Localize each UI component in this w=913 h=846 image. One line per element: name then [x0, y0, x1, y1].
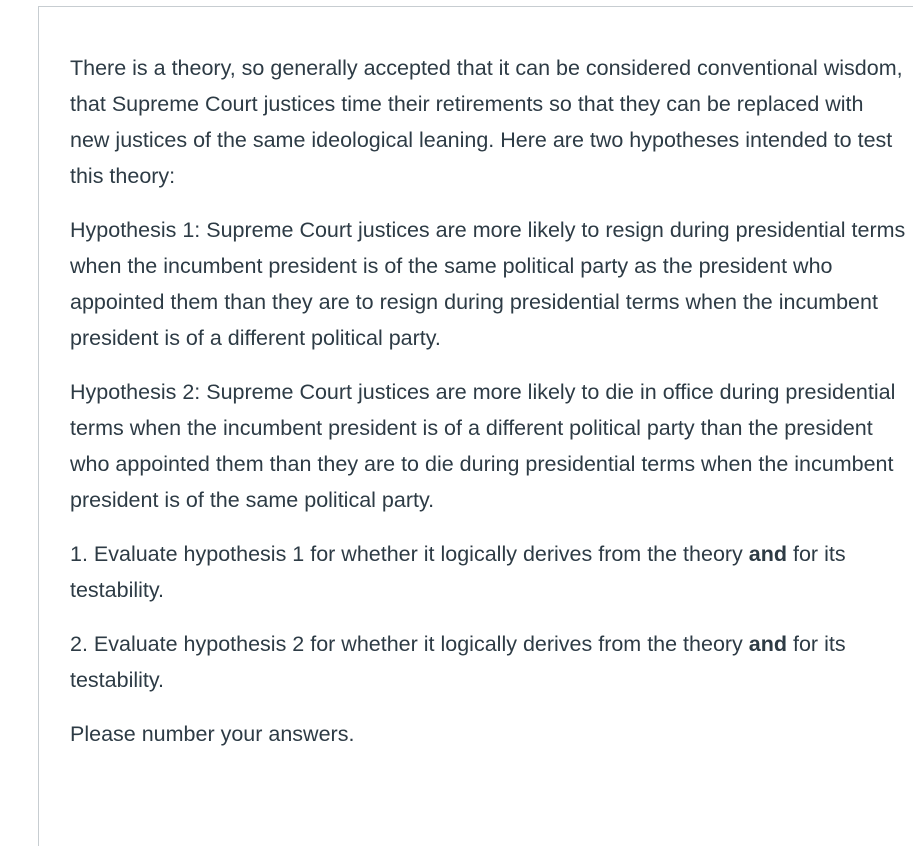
question-body — [70, 50, 908, 770]
content-frame-left-border — [38, 6, 39, 846]
content-frame-top-border — [38, 6, 913, 7]
task-2-text: 2. Evaluate hypothesis 2 for whether it logically derives from the theory — [70, 632, 749, 656]
task-2-bold-and: and — [748, 632, 788, 656]
task-2-paragraph — [70, 626, 908, 698]
intro-paragraph: There is a theory, so generally accepted that it can be considered conventional wisdom, that Supreme Court justices time their retirements so that they can be replaced with new justices of the same ideological leaning. Here are two hypotheses intended to test this theory: — [70, 56, 903, 188]
task-1-text: 1. Evaluate hypothesis 1 for whether it logically derives from the theory — [70, 542, 749, 566]
task-1-text-end: for its testability. — [70, 542, 846, 602]
task-1-paragraph — [70, 536, 908, 608]
task-1-bold-and: and — [748, 542, 788, 566]
hypothesis-2-paragraph: Hypothesis 2: Supreme Court justices are more likely to die in office during presidential terms when the incumbent president is of a different political party than the president who appointed them than they are to die during presidential terms when the incumbent president is of the same political party. — [70, 380, 896, 512]
hypothesis-1-paragraph: Hypothesis 1: Supreme Court justices are more likely to resign during presidential terms when the incumbent president is of the same political party as the president who appointed them than they are to resign during presidential terms when the incumbent president is of a different political party. — [70, 218, 906, 350]
instruction-paragraph: Please number your answers. — [70, 722, 355, 746]
task-2-text-end: for its testability. — [70, 632, 846, 692]
